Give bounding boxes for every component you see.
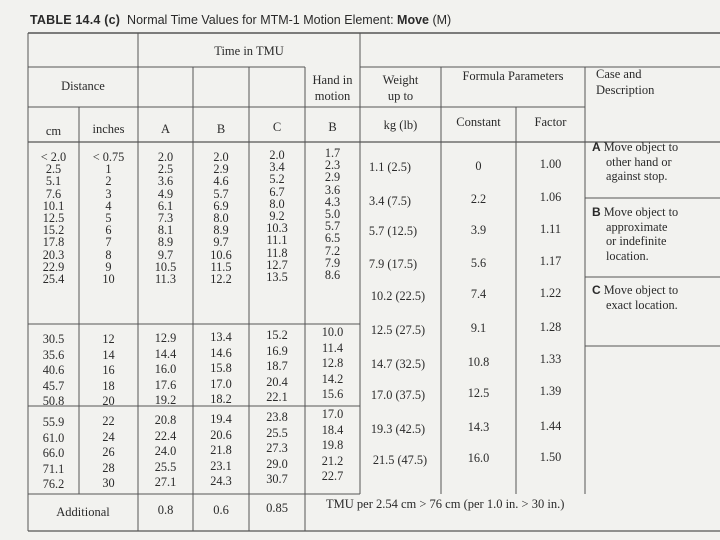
cell-weight-kg: 17.0 (37.5)	[370, 388, 426, 402]
cell-inches: 28	[102, 460, 115, 475]
cell-b: 21.8	[210, 443, 232, 457]
col-c-group-3	[249, 410, 305, 488]
col-hand-b-group-3	[305, 407, 360, 485]
cell-c: 3.4	[269, 160, 285, 175]
cell-hand-b: 12.8	[321, 356, 344, 370]
cell-constant: 12.5	[467, 386, 490, 400]
cell-constant: 7.4	[470, 287, 487, 301]
header-time-in-tmu: Time in TMU	[214, 44, 284, 58]
cell-cm: 10.1	[42, 198, 65, 213]
case-b-line-1: Move object to	[603, 205, 679, 219]
cell-factor: 1.00	[539, 157, 562, 171]
cell-b: 4.6	[213, 174, 229, 189]
cell-b: 11.5	[210, 259, 232, 274]
cell-factor: 1.44	[539, 419, 562, 433]
cell-inches: 4	[105, 198, 112, 213]
cell-b: 8.9	[213, 223, 229, 238]
cell-a: 7.3	[157, 211, 174, 226]
cell-cm: 66.0	[42, 446, 65, 460]
cell-a: 11.3	[154, 272, 177, 287]
cell-hand-b: 11.4	[321, 340, 344, 355]
case-c-line-1: Move object to	[603, 283, 679, 297]
case-b-key: B	[592, 205, 601, 219]
col-b-group-3	[193, 412, 249, 490]
cell-constant: 10.8	[467, 355, 490, 369]
cell-a: 2.5	[157, 162, 174, 177]
cell-inches: 10	[102, 272, 115, 287]
cell-b: 20.6	[210, 427, 232, 442]
cell-weight-kg: 10.2 (22.5)	[370, 289, 426, 303]
additional-label: Additional	[56, 505, 110, 519]
cell-b: 13.4	[210, 330, 232, 344]
cell-c: 12.7	[266, 257, 288, 272]
col-a-group-2	[138, 331, 193, 409]
col-c-group-2	[249, 328, 305, 406]
cell-cm: 45.7	[42, 378, 65, 393]
cell-hand-b: 7.9	[324, 255, 341, 270]
case-c	[592, 283, 714, 312]
header-inches: inches	[92, 122, 125, 136]
cell-a: 4.9	[157, 186, 174, 201]
cell-c: 23.8	[266, 410, 288, 424]
cell-constant: 5.6	[470, 256, 487, 270]
col-a-group-3	[138, 413, 193, 491]
cell-b: 2.9	[213, 162, 229, 177]
cell-weight-kg: 14.7 (32.5)	[370, 357, 426, 371]
table-title	[30, 8, 451, 32]
cell-weight-kg: 21.5 (47.5)	[372, 453, 428, 467]
cell-constant: 0	[475, 159, 482, 173]
header-distance: Distance	[61, 79, 105, 93]
cell-cm: 61.0	[42, 430, 65, 445]
cell-hand-b: 7.2	[324, 243, 341, 258]
cell-b: 19.4	[210, 412, 232, 426]
case-b-line-4: location.	[606, 248, 649, 263]
cell-hand-b: 4.3	[324, 194, 341, 209]
cell-factor: 1.17	[539, 254, 562, 268]
header-hand-b: B	[328, 120, 337, 134]
cell-inches: 22	[102, 414, 115, 428]
case-c-line-2: exact location.	[606, 297, 678, 312]
table-caption	[127, 13, 451, 27]
cell-c: 18.7	[266, 359, 288, 373]
cell-b: 10.6	[210, 247, 232, 262]
header-weight-up-to-2: up to	[387, 89, 414, 103]
cell-inches: 18	[102, 378, 115, 393]
cell-c: 8.0	[269, 196, 285, 211]
cell-cm: 12.5	[42, 211, 65, 226]
cell-hand-b: 3.6	[324, 182, 341, 197]
cell-inches: 3	[105, 186, 112, 201]
cell-factor: 1.28	[539, 320, 562, 334]
cell-a: 14.4	[154, 346, 177, 361]
case-b-line-2: approximate	[606, 219, 668, 234]
cell-inches: 14	[102, 347, 115, 362]
case-c-key: C	[592, 283, 601, 297]
cell-c: 16.9	[266, 343, 288, 358]
cell-b: 9.7	[213, 235, 229, 250]
header-a: A	[160, 122, 171, 136]
cell-cm: 71.1	[42, 461, 65, 476]
cell-cm: 15.2	[42, 223, 65, 238]
cell-inches: 6	[105, 223, 112, 238]
cell-constant: 14.3	[467, 420, 490, 434]
cell-a: 27.1	[154, 475, 177, 489]
cell-b: 15.8	[210, 361, 232, 375]
cell-b: 24.3	[210, 474, 232, 488]
cell-c: 5.2	[269, 172, 285, 187]
col-a-group-1	[138, 151, 193, 285]
cell-a: 16.0	[154, 362, 177, 376]
cell-hand-b: 22.7	[321, 469, 344, 483]
col-c-group-1	[249, 149, 305, 283]
cell-b: 23.1	[210, 458, 232, 473]
cell-c: 10.3	[266, 221, 288, 236]
col-cm-group-2	[28, 332, 79, 410]
cell-factor: 1.11	[539, 222, 562, 236]
header-case-description-1: Case and	[596, 67, 642, 81]
cell-factor: 1.22	[539, 286, 562, 300]
cell-a: 10.5	[154, 259, 177, 274]
cell-cm: 25.4	[42, 272, 65, 287]
cell-hand-b: 5.0	[324, 207, 341, 222]
cell-c: 25.5	[266, 425, 288, 440]
col-hand-b-group-1	[305, 147, 360, 281]
col-hand-b-group-2	[305, 325, 360, 403]
cell-a: 6.1	[157, 198, 174, 213]
col-b-group-2	[193, 330, 249, 408]
cell-constant: 9.1	[470, 321, 487, 335]
cell-hand-b: 1.7	[324, 146, 341, 160]
cell-hand-b: 21.2	[321, 453, 344, 468]
cell-b: 12.2	[210, 272, 232, 287]
header-factor: Factor	[534, 115, 567, 129]
cell-a: 20.8	[154, 413, 177, 427]
cell-weight-kg: 1.1 (2.5)	[368, 160, 411, 174]
cell-factor: 1.06	[539, 190, 562, 204]
cell-c: 27.3	[266, 441, 288, 455]
cell-a: 22.4	[154, 428, 177, 443]
col-inches-group-3	[79, 414, 138, 492]
cell-constant: 2.2	[470, 192, 487, 206]
cell-a: 12.9	[154, 331, 177, 345]
cell-inches: 5	[105, 211, 112, 226]
cell-weight-kg: 19.3 (42.5)	[370, 422, 426, 436]
case-a-line-2: other hand or	[606, 154, 672, 169]
cell-cm: 50.8	[42, 394, 65, 408]
cell-weight-kg: 12.5 (27.5)	[370, 323, 426, 337]
cell-cm: 5.1	[45, 174, 62, 189]
cell-cm: 40.6	[42, 363, 65, 377]
cell-factor: 1.39	[539, 384, 562, 398]
case-a-line-3: against stop.	[606, 169, 668, 183]
cell-hand-b: 15.6	[321, 387, 344, 401]
cell-c: 13.5	[266, 270, 288, 285]
cell-a: 19.2	[154, 393, 177, 407]
cell-inches: 8	[105, 247, 112, 262]
cell-constant: 16.0	[467, 451, 490, 465]
cell-hand-b: 8.6	[324, 268, 341, 283]
cell-a: 17.6	[154, 377, 177, 392]
cell-b: 18.2	[210, 392, 232, 406]
cell-c: 11.1	[266, 233, 288, 248]
cell-hand-b: 6.5	[324, 231, 341, 246]
header-hand-in-motion-2: motion	[314, 89, 351, 103]
header-weight-up-to-1: Weight	[382, 73, 419, 87]
cell-b: 5.7	[213, 186, 229, 201]
cell-cm: 17.8	[42, 235, 65, 250]
cell-inches: 2	[105, 174, 112, 189]
cell-b: 2.0	[213, 150, 229, 164]
cell-a: 8.9	[157, 235, 174, 250]
cell-inches: 9	[105, 259, 112, 274]
cell-hand-b: 2.3	[324, 158, 341, 173]
header-kg-lb: kg (lb)	[383, 118, 418, 132]
col-cm-group-1	[28, 151, 79, 285]
cell-hand-b: 14.2	[321, 371, 344, 386]
cell-c: 11.8	[266, 245, 288, 260]
cell-c: 30.7	[266, 472, 288, 486]
cell-cm: 76.2	[42, 477, 65, 491]
additional-note: TMU per 2.54 cm > 76 cm (per 1.0 in. > 30 in.)	[326, 497, 565, 511]
cell-inches: 26	[102, 445, 115, 459]
cell-inches: < 0.75	[92, 150, 125, 164]
col-inches-group-1	[79, 151, 138, 285]
cell-a: 8.1	[157, 223, 174, 238]
header-b: B	[216, 122, 226, 136]
cell-cm: 2.5	[45, 162, 62, 177]
cell-c: 6.7	[269, 184, 285, 199]
cell-c: 22.1	[266, 390, 288, 404]
cell-a: 25.5	[154, 459, 177, 474]
cell-hand-b: 10.0	[321, 325, 344, 339]
cell-a: 2.0	[157, 150, 174, 164]
additional-a: 0.8	[157, 503, 174, 517]
cell-factor: 1.33	[539, 352, 562, 366]
case-a	[592, 140, 714, 184]
cell-c: 9.2	[269, 209, 285, 224]
header-c: C	[272, 120, 282, 134]
cell-weight-kg: 3.4 (7.5)	[368, 194, 411, 208]
cell-cm: 55.9	[42, 415, 65, 429]
header-case-description-2: Description	[596, 83, 655, 97]
cell-cm: 30.5	[42, 332, 65, 346]
header-cm: cm	[45, 124, 62, 138]
cell-cm: < 2.0	[40, 150, 67, 164]
cell-hand-b: 5.7	[324, 219, 341, 234]
col-inches-group-2	[79, 332, 138, 410]
cell-b: 17.0	[210, 376, 232, 391]
cell-a: 3.6	[157, 174, 174, 189]
table-caption-motion: Move	[397, 13, 429, 27]
col-cm-group-3	[28, 415, 79, 493]
cell-c: 2.0	[269, 148, 285, 162]
cell-b: 14.6	[210, 345, 232, 360]
cell-b: 8.0	[213, 211, 229, 226]
cell-inches: 1	[105, 162, 112, 177]
cell-hand-b: 17.0	[321, 407, 344, 421]
cell-cm: 35.6	[42, 347, 65, 362]
cell-inches: 20	[102, 394, 115, 408]
col-b-group-1	[193, 151, 249, 285]
additional-b: 0.6	[213, 503, 229, 517]
cell-inches: 30	[102, 476, 115, 490]
table-caption-code: (M)	[432, 13, 452, 27]
case-a-line-1: Move object to	[603, 140, 679, 154]
cell-inches: 24	[102, 429, 115, 444]
cell-c: 29.0	[266, 456, 288, 471]
cell-c: 20.4	[266, 374, 288, 389]
cell-cm: 7.6	[45, 186, 62, 201]
cell-hand-b: 19.8	[321, 438, 344, 452]
header-formula-parameters: Formula Parameters	[462, 69, 564, 83]
table-caption-text: Normal Time Values for MTM-1 Motion Element:	[127, 13, 394, 27]
cell-cm: 20.3	[42, 247, 65, 262]
cell-cm: 22.9	[42, 259, 65, 274]
cell-factor: 1.50	[539, 450, 562, 464]
case-b-line-3: or indefinite	[606, 234, 667, 248]
cell-inches: 7	[105, 235, 112, 250]
additional-c: 0.85	[266, 501, 288, 515]
cell-weight-kg: 7.9 (17.5)	[368, 257, 418, 271]
cell-hand-b: 2.9	[324, 170, 341, 185]
header-hand-in-motion-1: Hand in	[312, 73, 353, 87]
cell-a: 24.0	[154, 444, 177, 458]
cell-weight-kg: 5.7 (12.5)	[368, 224, 418, 238]
cell-inches: 16	[102, 363, 115, 377]
cell-c: 15.2	[266, 328, 288, 342]
cell-b: 6.9	[213, 198, 229, 213]
cell-a: 9.7	[157, 247, 174, 262]
table-number: TABLE 14.4 (c)	[30, 13, 121, 27]
cell-constant: 3.9	[470, 223, 487, 237]
case-a-key: A	[592, 140, 601, 154]
cell-inches: 12	[102, 332, 115, 346]
case-b	[592, 205, 714, 263]
cell-hand-b: 18.4	[321, 422, 344, 437]
header-constant: Constant	[456, 115, 501, 129]
